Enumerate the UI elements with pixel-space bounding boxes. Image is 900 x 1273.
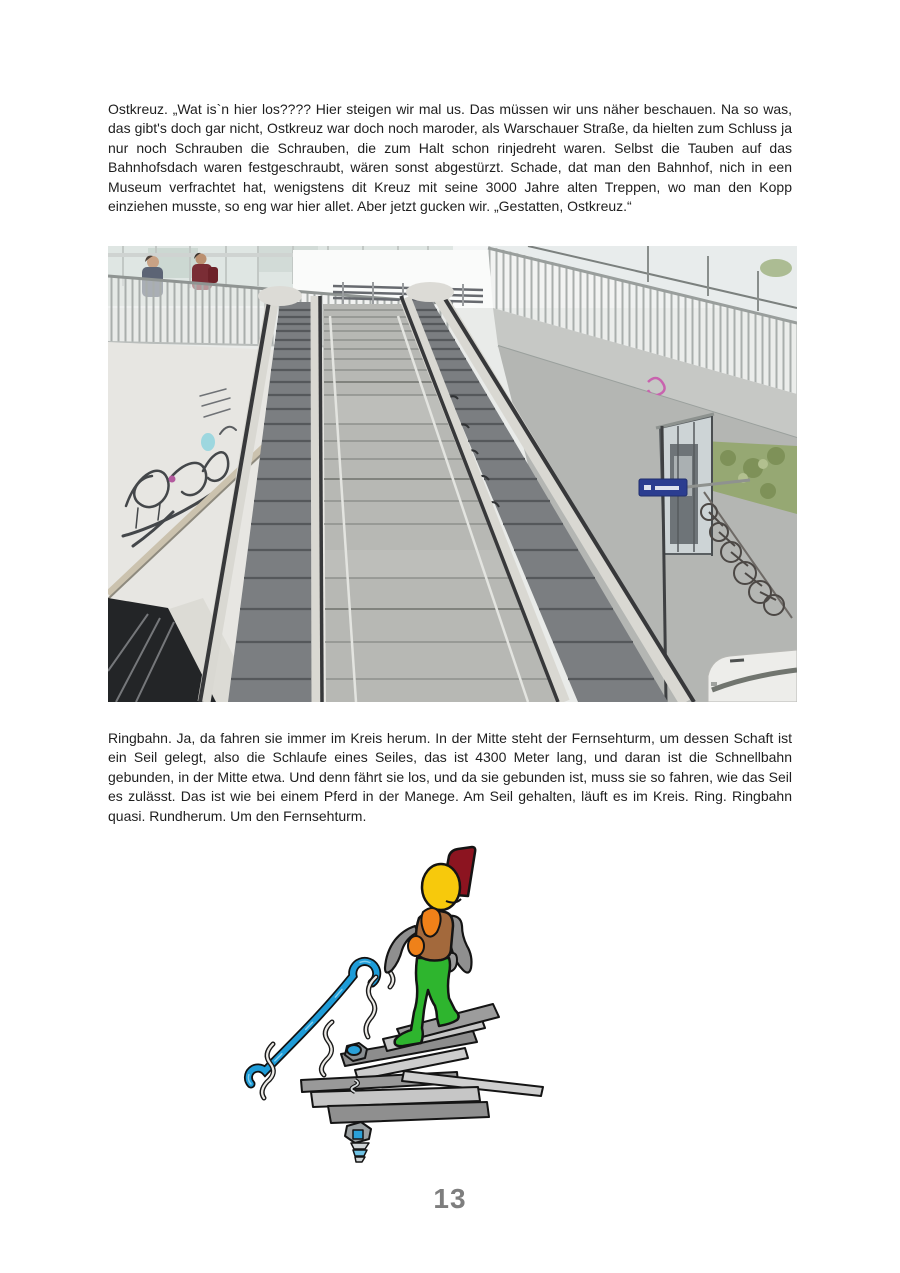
- white-car: [708, 650, 797, 702]
- cyan-paint-spot: [201, 433, 215, 451]
- orange-patch: [408, 936, 424, 956]
- purple-paint-dot: [169, 476, 176, 483]
- cartoon-figure-illustration: [225, 840, 555, 1170]
- blue-handrail: [248, 961, 376, 1084]
- page-number: 13: [433, 1183, 467, 1214]
- station-photo: [108, 246, 797, 702]
- paragraph-ringbahn: Ringbahn. Ja, da fahren sie immer im Kreis herum. In der Mitte steht der Fernsehturm, um dessen Schaft ist ein Seil gelegt, also die Schlaufe eines Seiles, das ist 4300 Meter lang, und daran ist die Schnellbahn gebunden, in der Mitte etwa. Und denn fährt sie los, und da sie gebunden ist, muss sie so fahren, wie das Seil es zulässt. Das ist wie bei einem Pferd in der Manege. Am Seil gehalten, läuft es im Kreis. Ring. Ringbahn quasi. Rundherum. Um den Fernsehturm.: [108, 730, 792, 824]
- paragraph-ostkreuz: Ostkreuz. „Wat is`n hier los???? Hier steigen wir mal us. Das müssen wir uns näher beschauen. Na so was, das gibt's doch gar nicht, Ostkreuz war doch noch maroder, als Warschauer Straße, da hielten zum Schluss ja nur noch Schrauben die Schrauben, die zum Halt schon rinjedreht waren. Selbst die Tauben auf das Bahnhofsdach waren festgeschraubt, wären sonst abgestürzt. Schade, dat man den Bahnhof, nich in een Museum verfrachtet hat, wenigstens dit Kreuz mit seine 3000 Jahre alten Treppen, wo man den Kopp einziehen musste, so eng war hier allet. Aber jetzt gucken wir. „Gestatten, Ostkreuz.“: [108, 101, 792, 215]
- orange-collar: [421, 908, 440, 937]
